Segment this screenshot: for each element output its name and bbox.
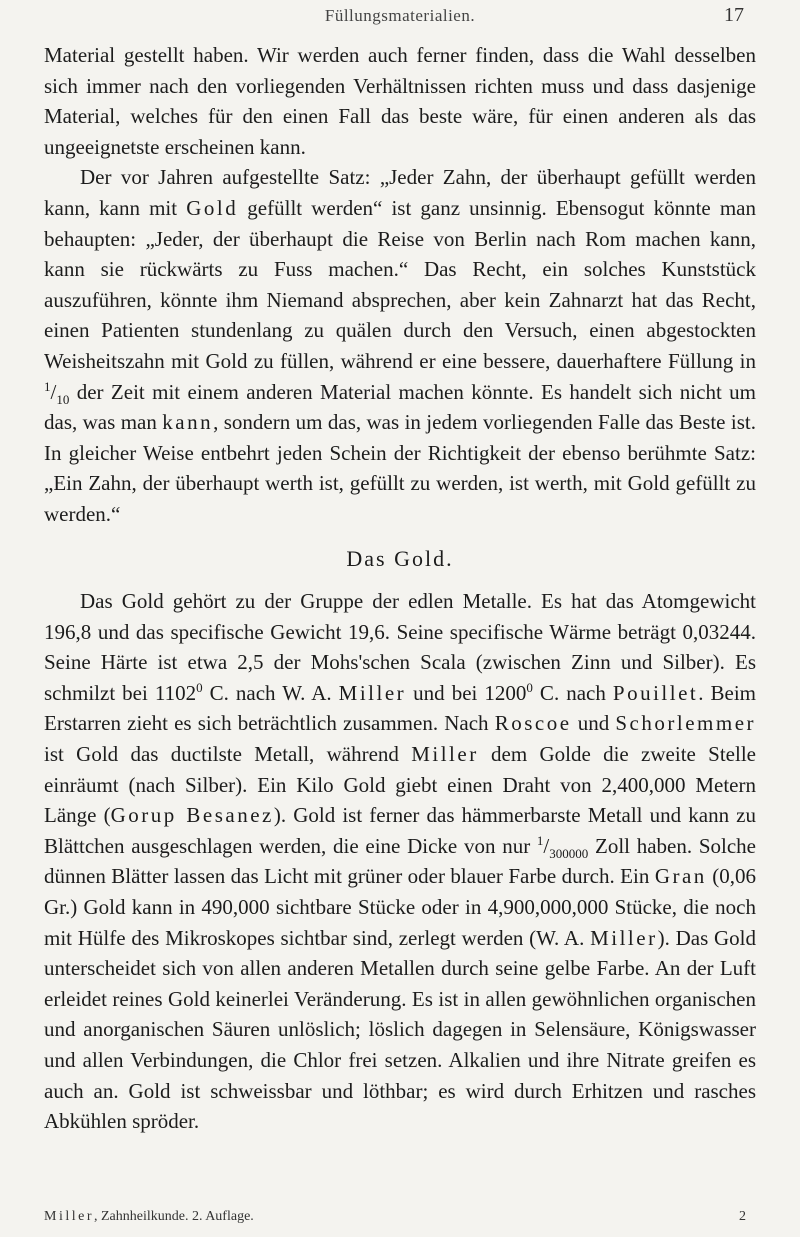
page-number: 17 [724,4,744,26]
footer-author: Miller [44,1209,94,1224]
fraction-numerator: 1 [536,832,544,848]
running-title: Füllungsmaterialien. [324,6,476,25]
term-gran: Gran [654,864,707,889]
signature-mark: 2 [739,1209,746,1224]
name-pouillet: Pouillet [612,680,699,705]
fraction-denominator: 300000 [549,846,589,862]
degree-mark: 0 [196,679,203,695]
fraction-denominator: 10 [56,391,70,407]
name-miller: Miller [411,742,479,767]
paragraph-1: Material gestellt haben. Wir werden auch ferner finden, dass die Wahl desselben sich immer nach den vorliegenden Verhältnissen richten muss und dass dasjenige Material, welches für den einen Fall das beste wäre, für einen anderen als das ungeeignetste erscheinen kann. [44,43,756,159]
emphasis-kann: kann [162,410,214,435]
body-text [44,40,756,1137]
degree-mark: 0 [526,679,533,695]
fraction-numerator: 1 [44,378,51,394]
page-footer [44,1209,756,1225]
emphasis-gold: Gold [186,195,239,220]
paragraph-2: Der vor Jahren aufgestellte Satz: „Jeder Zahn, der überhaupt gefüllt werden kann, kann mit Gold gefüllt werden“ ist ganz unsinnig. Ebensogut könnte man behaupten: „Jeder, der überhaupt die Reise von Berlin nach Rom machen kann, kann sie rückwärts zu Fuss machen.“ Das Recht, ein solches Kunststück auszuführen, könnte ihm Niemand absprechen, aber kein Zahnarzt hat das Recht, einen Patienten stundenlang zu quälen durch den Versuch, einen abgestockten Weisheitszahn mit Gold zu füllen, während er eine bessere, dauerhaftere Füllung in $^1/_{10}$ der Zeit mit einem anderen Material machen könnte. Es handelt sich nicht um das, was man kann, sondern um das, was in jedem vorliegenden Falle das Beste ist. In gleicher Weise entbehrt jeden Schein der Richtigkeit der ebenso berühmte Satz: „Ein Zahn, der überhaupt werth ist, gefüllt zu werden, ist werth, mit Gold gefüllt zu werden.“ [44,165,756,526]
name-roscoe: Roscoe [494,711,572,736]
name-miller: Miller [338,680,407,705]
name-gorup-besanez: Gorup Besanez [110,803,274,828]
section-heading: Das Gold. [346,545,454,571]
footer-citation: , Zahnheilkunde. 2. Auflage. [94,1209,254,1224]
name-schorlemmer: Schorlemmer [615,711,757,736]
paragraph-3: Das Gold gehört zu der Gruppe der edlen Metalle. Es hat das Atomgewicht 196,8 und das specifische Gewicht 19,6. Seine specifische Wärme beträgt 0,03244. Seine Härte ist etwa 2,5 der Mohs'schen Scala (zwischen Zinn und Silber). Es schmilzt bei 1102$^0$ C. nach W. A. Miller und bei 1200$^0$ C. nach Pouillet. Beim Erstarren zieht es sich beträchtlich zusammen. Nach Roscoe und Schorlemmer ist Gold das ductilste Metall, während Miller dem Golde die zweite Stelle einräumt (nach Silber). Ein Kilo Gold giebt einen Draht von 2,400,000 Metern Länge (Gorup Besanez). Gold ist ferner das hämmerbarste Metall und kann zu Blättchen ausgeschlagen werden, die eine Dicke von nur $^1/_{300000}$ Zoll haben. Solche dünnen Blätter lassen das Licht mit grüner oder blauer Farbe durch. Ein Gran (0,06 Gr.) Gold kann in 490,000 sichtbare Stücke oder in 4,900,000,000 Stücke, die noch mit Hülfe des Mikroskopes sichtbar sind, zerlegt werden (W. A. Miller). Das Gold unterscheidet sich von allen anderen Metallen durch seine gelbe Farbe. An der Luft erleidet reines Gold keinerlei Veränderung. Es ist in allen gewöhnlichen organischen und anorganischen Säuren unlöslich; löslich dagegen in Selensäure, Königswasser und allen Verbindungen, die Chlor frei setzen. Alkalien und ihre Nitrate greifen es auch an. Gold ist schweissbar und löthbar; es wird durch Erhitzen und rasches Abkühlen spröder. [44,589,757,1134]
name-miller: Miller [590,925,658,950]
